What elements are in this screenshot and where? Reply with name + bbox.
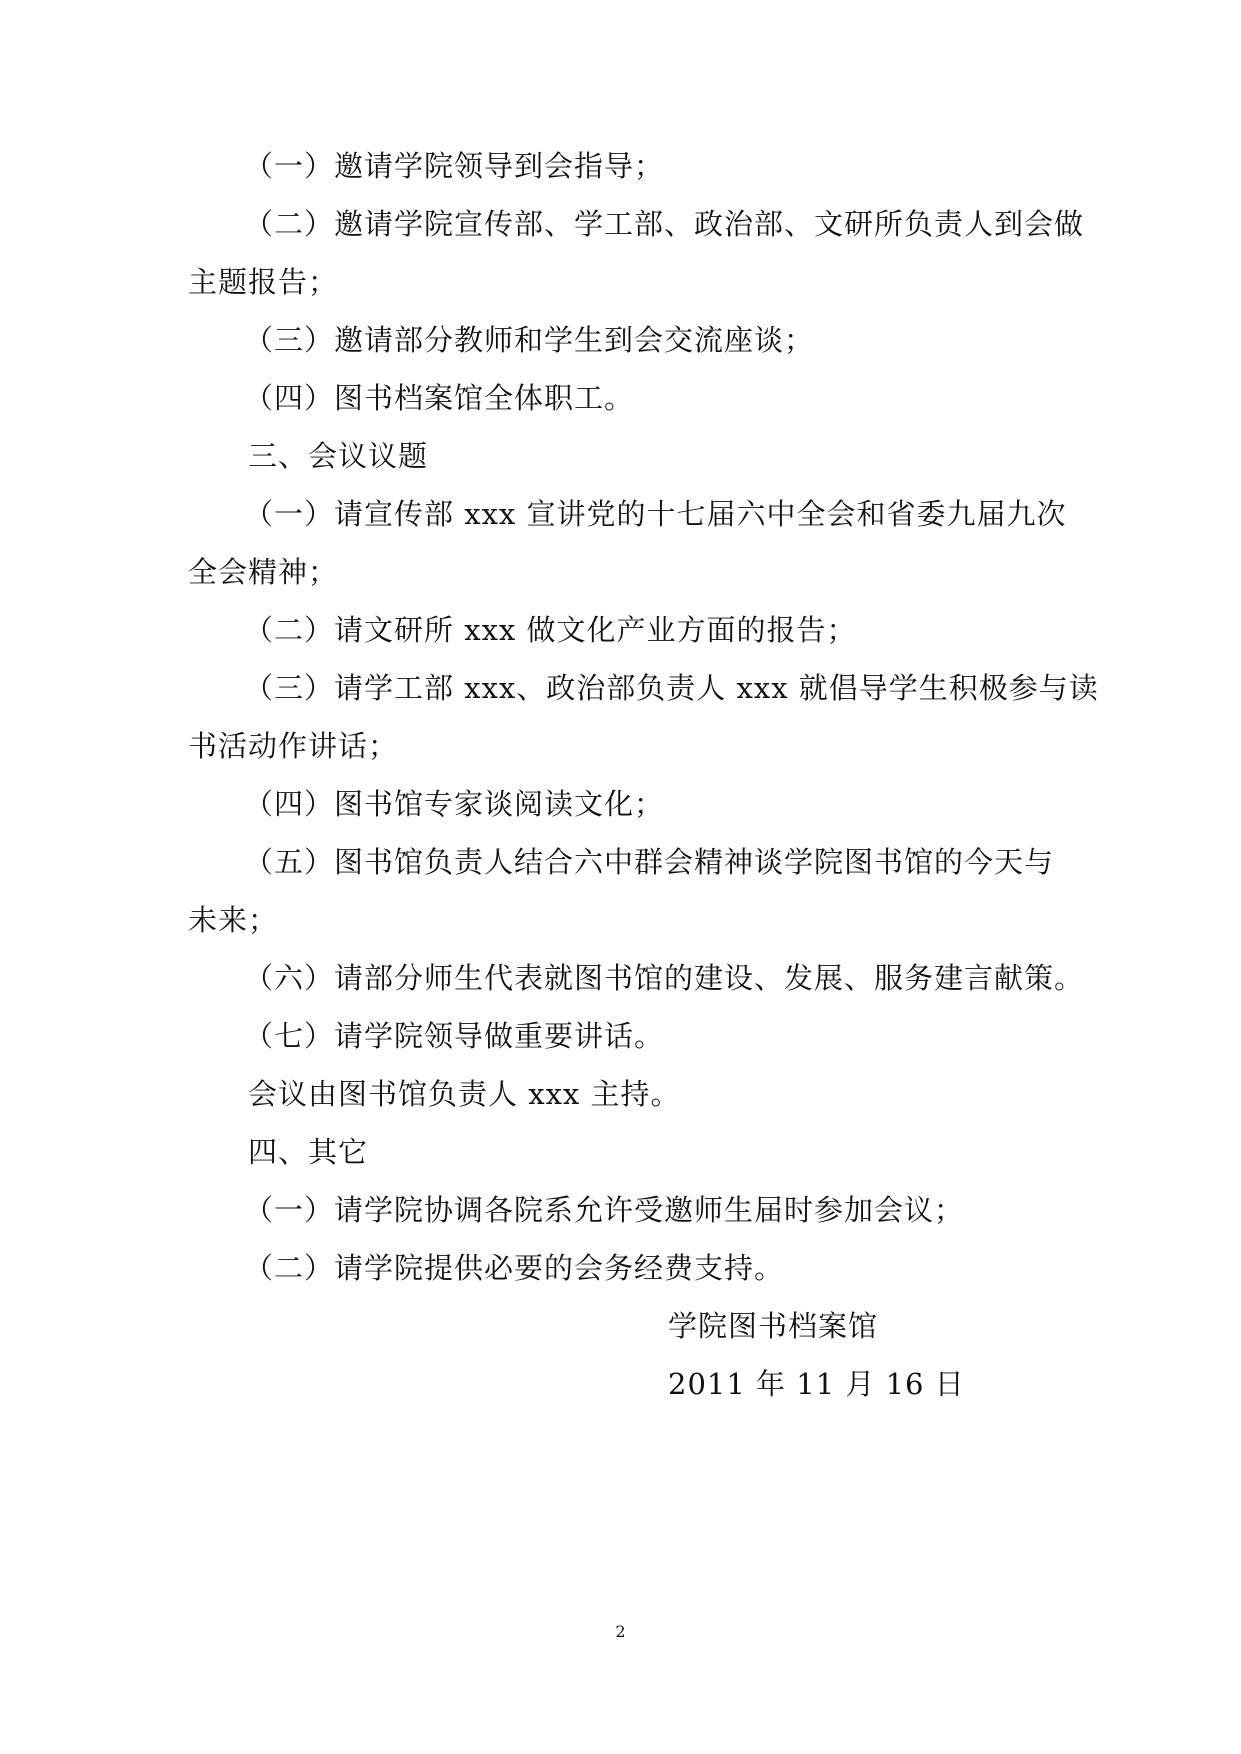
paragraph-line: （一）请学院协调各院系允许受邀师生届时参加会议； bbox=[244, 1193, 965, 1227]
paragraph-line: 主题报告； bbox=[188, 265, 339, 299]
paragraph-line: （二）邀请学院宣传部、学工部、政治部、文研所负责人到会做 bbox=[244, 207, 1085, 241]
paragraph-line: 书活动作讲话； bbox=[188, 729, 399, 763]
paragraph-line: （三）请学工部 xxx、政治部负责人 xxx 就倡导学生积极参与读 bbox=[244, 671, 1099, 705]
section-heading: 四、其它 bbox=[248, 1135, 369, 1169]
paragraph-line: 会议由图书馆负责人 xxx 主持。 bbox=[248, 1077, 681, 1111]
paragraph-line: （四）图书馆专家谈阅读文化； bbox=[244, 787, 665, 821]
section-heading: 三、会议议题 bbox=[248, 439, 429, 473]
paragraph-line: （四）图书档案馆全体职工。 bbox=[244, 381, 635, 415]
signature-date: 2011 年 11 月 16 日 bbox=[668, 1367, 965, 1401]
page-number: 2 bbox=[615, 1622, 626, 1641]
paragraph-line: （二）请文研所 xxx 做文化产业方面的报告； bbox=[244, 613, 857, 647]
paragraph-line: 全会精神； bbox=[188, 555, 339, 589]
paragraph-line: （一）邀请学院领导到会指导； bbox=[244, 149, 665, 183]
paragraph-line: （五）图书馆负责人结合六中群会精神谈学院图书馆的今天与 bbox=[244, 845, 1055, 879]
paragraph-line: （二）请学院提供必要的会务经费支持。 bbox=[244, 1251, 785, 1285]
paragraph-line: （三）邀请部分教师和学生到会交流座谈； bbox=[244, 323, 815, 357]
paragraph-line: （一）请宣传部 xxx 宣讲党的十七届六中全会和省委九届九次 bbox=[244, 497, 1067, 531]
paragraph-line: （七）请学院领导做重要讲话。 bbox=[244, 1019, 665, 1053]
signature-organization: 学院图书档案馆 bbox=[668, 1309, 879, 1343]
paragraph-line: （六）请部分师生代表就图书馆的建设、发展、服务建言献策。 bbox=[244, 961, 1085, 995]
paragraph-line: 未来； bbox=[188, 903, 279, 937]
